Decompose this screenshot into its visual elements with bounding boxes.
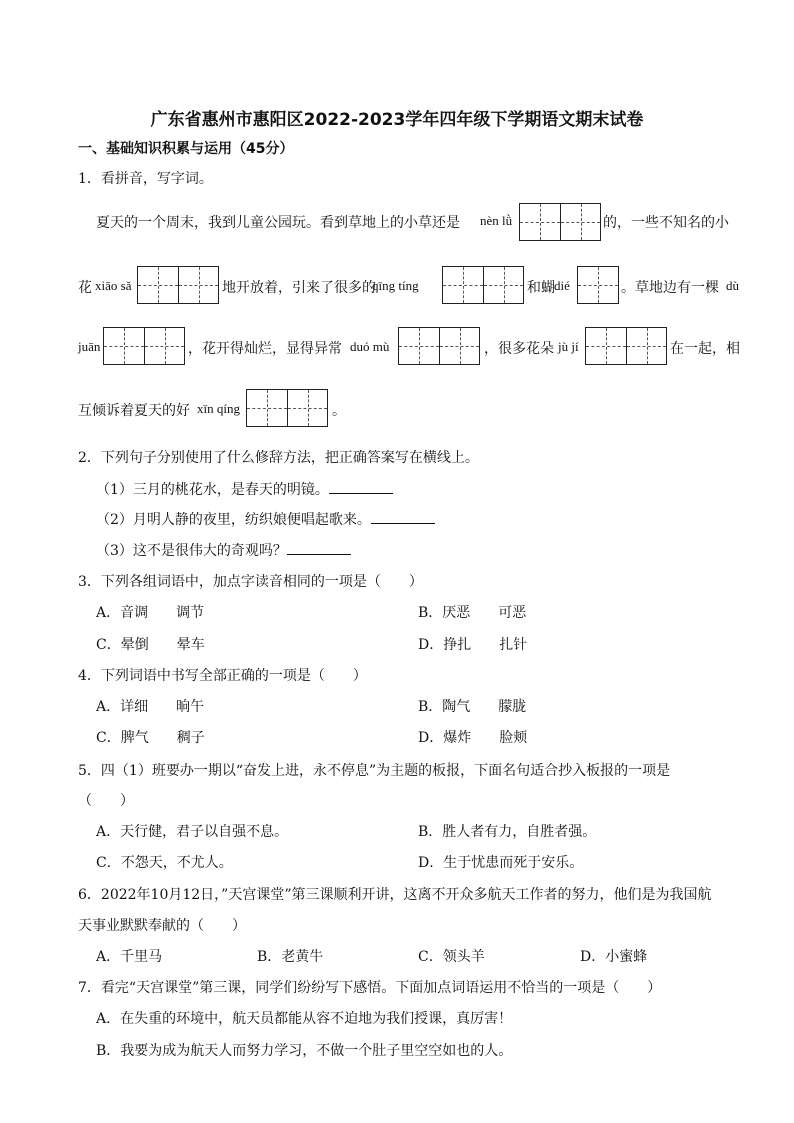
question-3-stem: 3．下列各组词语中，加点字读音相同的一项是（ ）	[78, 574, 423, 590]
q2-sentence	[96, 540, 351, 560]
q1-text: 互倾诉着夏天的好	[78, 403, 190, 419]
answer-box[interactable]	[442, 266, 524, 304]
answer-blank[interactable]	[287, 540, 351, 555]
pinyin-label: juān	[78, 339, 101, 354]
option-a[interactable]: A．音调 调节	[96, 605, 205, 621]
option-a[interactable]: A．详细 晌午	[96, 699, 205, 715]
option-b[interactable]: B．老黄牛	[257, 949, 324, 965]
q1-text: 在一起，相	[670, 341, 740, 357]
question-6-stem-cont: 天事业默默奉献的（ ）	[78, 918, 246, 934]
answer-box[interactable]	[246, 389, 328, 427]
option-c[interactable]: C．晕倒 晕车	[96, 637, 205, 653]
question-6-stem: 6．2022年10月12日，”天宫课堂”第三课顺利开讲，这离不开众多航天工作者的努力，他们是为我国航	[78, 887, 712, 903]
q1-text: 花	[78, 280, 92, 296]
question-5-stem: 5．四（1）班要办一期以“奋发上进，永不停息”为主题的板报，下面名句适合抄入板报的一项是	[78, 763, 671, 779]
answer-blank[interactable]	[371, 509, 435, 524]
pinyin-label: dù	[726, 278, 739, 293]
pinyin-label: jù jí	[558, 339, 579, 354]
option-c[interactable]: C．脾气 稠子	[96, 730, 205, 746]
pinyin-label: qīng tíng	[372, 278, 419, 293]
option-c[interactable]: C．不怨天，不尤人。	[96, 855, 233, 871]
pinyin-label: dié	[554, 278, 570, 293]
q2-sentence	[96, 479, 393, 499]
option-a[interactable]: A．天行健，君子以自强不息。	[96, 824, 289, 840]
q1-text: ，很多花朵	[484, 341, 554, 357]
page-title: 广东省惠州市惠阳区2022-2023学年四年级下学期语文期末试卷	[150, 110, 644, 130]
q1-text: ，花开得灿烂，显得异常	[188, 341, 342, 357]
answer-box[interactable]	[398, 327, 480, 365]
answer-box[interactable]	[577, 266, 619, 304]
option-b[interactable]: B．厌恶 可恶	[418, 605, 527, 621]
q1-text: 的，一些不知名的小	[603, 215, 729, 231]
option-d[interactable]: D．小蜜蜂	[580, 949, 648, 965]
answer-bracket: （ ）	[78, 793, 134, 809]
q1-text: 和蝴	[527, 280, 555, 296]
option-b[interactable]: B．陶气 朦胧	[418, 699, 527, 715]
sentence-text: （1）三月的桃花水，是春天的明镜。	[96, 482, 329, 498]
option-b[interactable]: B．胜人者有力，自胜者强。	[418, 824, 597, 840]
option-a[interactable]: A．在失重的环境中，航天员都能从容不迫地为我们授课，真厉害！	[96, 1011, 513, 1027]
q1-text: 地开放着，引来了很多的	[222, 280, 376, 296]
sentence-text: （3）这不是很伟大的奇观吗？	[96, 543, 287, 559]
answer-box[interactable]	[519, 203, 601, 241]
section-heading: 一、基础知识积累与运用（45分）	[78, 141, 294, 157]
pinyin-label: duó mù	[350, 339, 390, 354]
option-a[interactable]: A．千里马	[96, 949, 163, 965]
pinyin-label: xiāo sǎ	[95, 278, 132, 293]
question-4-stem: 4．下列词语中书写全部正确的一项是（ ）	[78, 668, 367, 684]
answer-box[interactable]	[585, 327, 667, 365]
option-d[interactable]: D．生于忧患而死于安乐。	[418, 855, 584, 871]
option-d[interactable]: D．爆炸 脸颊	[418, 730, 528, 746]
question-1-stem: 1．看拼音，写字词。	[78, 171, 213, 187]
sentence-text: （2）月明人静的夜里，纺织娘便唱起歌来。	[96, 512, 371, 528]
q1-text: 。草地边有一棵	[621, 280, 719, 296]
question-2-stem: 2．下列句子分别使用了什么修辞方法，把正确答案写在横线上。	[78, 450, 479, 466]
option-d[interactable]: D．挣扎 扎针	[418, 637, 528, 653]
pinyin-label: xīn qíng	[197, 401, 240, 416]
answer-box[interactable]	[103, 327, 185, 365]
question-7-stem: 7．看完“天宫课堂”第三课，同学们纷纷写下感悟。下面加点词语运用不恰当的一项是（ ）	[78, 980, 662, 996]
answer-blank[interactable]	[329, 479, 393, 494]
option-b[interactable]: B．我要为成为航天人而努力学习，不做一个肚子里空空如也的人。	[96, 1043, 513, 1059]
pinyin-label: nèn lǜ	[480, 213, 513, 228]
q2-sentence	[96, 509, 435, 529]
option-c[interactable]: C．领头羊	[418, 949, 485, 965]
q1-text: 夏天的一个周末，我到儿童公园玩。看到草地上的小草还是	[96, 215, 460, 231]
q1-text: 。	[332, 403, 346, 419]
answer-box[interactable]	[137, 266, 219, 304]
